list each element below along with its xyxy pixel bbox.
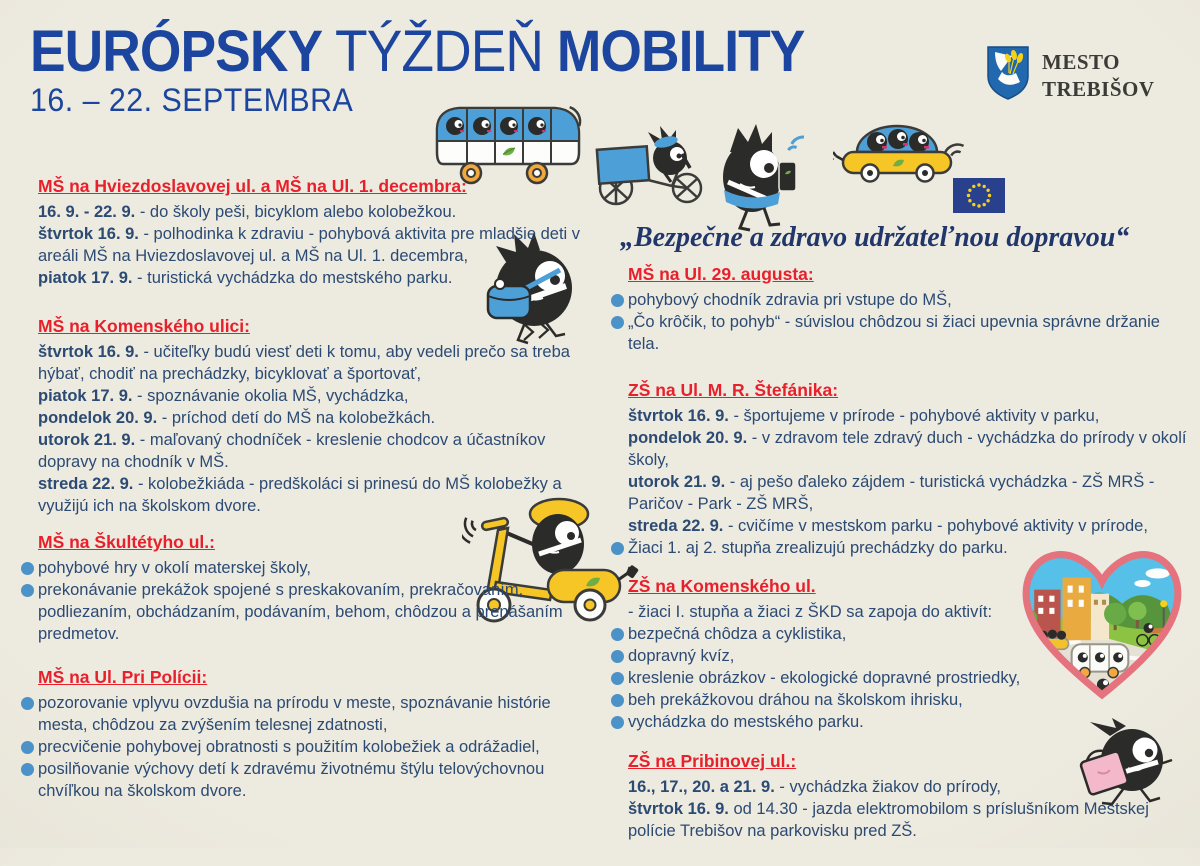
entry-dated (38, 267, 583, 289)
entry-text: kreslenie obrázkov - ekologické dopravné prostriedky, (628, 669, 1021, 687)
entry-text: beh prekážkovou dráhou na školskom ihrisku, (628, 691, 963, 709)
section-heading: ZŠ na Ul. M. R. Štefánika: (628, 380, 839, 400)
entry-text: prekonávanie prekážok spojené s preskakovaním, prekračovaním, podliezaním, obchádzaním, podávaním, behom, chôdzou a prenášaním predmetov. (38, 581, 563, 643)
entry-dated (628, 427, 1188, 471)
bullet-dot-icon (611, 716, 624, 729)
entry-bullet (38, 758, 583, 802)
bullet-dot-icon (21, 584, 34, 597)
section-heading: MŠ na Ul. Pri Polícii: (38, 667, 208, 687)
city-name-line1: MESTO (1042, 49, 1120, 74)
poster-title (30, 20, 804, 84)
campaign-quote: „Bezpečne a zdravo udržateľnou dopravou“ (620, 222, 1130, 253)
entry-dated (38, 201, 583, 223)
entry-text: - aj pešo ďaleko zájdem - turistická vychádzka - ZŠ MRŠ - Paričov - Park - ZŠ MRŠ, (628, 473, 1155, 513)
heart-city-scene-illustration (1016, 536, 1188, 713)
entry-bullet (38, 579, 583, 645)
trebisov-shield-icon (985, 44, 1031, 107)
entry-text: - kolobežkiáda - predškoláci si prinesú do MŠ kolobežky a využijú ich na školskom dvore. (38, 475, 562, 515)
entry-date: streda 22. 9. (38, 475, 134, 493)
entry-text: - turistická vychádzka do mestského parku. (132, 269, 453, 287)
entry-dated (38, 473, 583, 517)
section-heading: ZŠ na Pribinovej ul.: (628, 751, 797, 771)
section-heading: MŠ na Ul. 29. augusta: (628, 264, 814, 284)
section-ms-29-augusta (628, 264, 1188, 355)
entry-date: utorok 21. 9. (628, 473, 726, 491)
entry-text: - príchod detí do MŠ na kolobežkách. (157, 409, 436, 427)
section-ms-komenskeho (38, 316, 583, 517)
entry-text: od 14.30 - jazda elektromobilom s príslušníkom Mestskej polície Trebišov na parkovisku pred ZŠ. (628, 800, 1149, 840)
entry-date: pondelok 20. 9. (628, 429, 748, 447)
entry-date: pondelok 20. 9. (38, 409, 158, 427)
entry-date: piatok 17. 9. (38, 387, 133, 405)
entry-text: pohybový chodník zdravia pri vstupe do MŠ, (628, 291, 952, 309)
city-name (1042, 49, 1155, 103)
entry-text: precvičenie pohybovej obratnosti s použitím kolobežiek a odrážadiel, (38, 738, 540, 756)
section-heading: MŠ na Hviezdoslavovej ul. a MŠ na Ul. 1. decembra: (38, 176, 467, 196)
entry-text: - športujeme v prírode - pohybové aktivity v parku, (728, 407, 1100, 425)
entry-date: 16., 17., 20. a 21. 9. (628, 778, 775, 796)
bullet-dot-icon (611, 294, 624, 307)
entry-text: - maľovaný chodníček - kreslenie chodcov a účastníkov dopravy na chodník v MŠ. (38, 431, 546, 471)
entry-text: - cvičíme v mestskom parku - pohybové aktivity v prírode, (723, 517, 1148, 535)
entry-dated (628, 471, 1188, 515)
bullet-dot-icon (21, 697, 34, 710)
entry-dated (38, 429, 583, 473)
bullet-dot-icon (611, 672, 624, 685)
entry-date: 16. 9. - 22. 9. (38, 203, 136, 221)
entry-dated (38, 341, 583, 385)
entry-date: streda 22. 9. (628, 517, 724, 535)
entry-text: posilňovanie výchovy detí k zdravému životnému štýlu telovýchovnou chvíľkou na školskom dvore. (38, 760, 545, 800)
entry-text: vychádzka do mestského parku. (628, 713, 864, 731)
entry-dated (38, 385, 583, 407)
title-word-tyzden: TÝŽDEŇ (322, 19, 557, 84)
entry-bullet (38, 692, 583, 736)
title-word-mobility: MOBILITY (556, 19, 805, 84)
entry-dated (628, 515, 1188, 537)
cargo-bike-bird-illustration (592, 124, 707, 214)
bullet-dot-icon (611, 628, 624, 641)
section-heading: ZŠ na Komenského ul. (628, 576, 816, 596)
entry-date: štvrtok 16. 9. (628, 407, 729, 425)
entry-date: štvrtok 16. 9. (38, 225, 139, 243)
entry-date: štvrtok 16. 9. (628, 800, 729, 818)
entry-text: - do školy peši, bicyklom alebo kolobežkou. (135, 203, 457, 221)
entry-dated (628, 405, 1188, 427)
entry-bullet (38, 557, 583, 579)
section-heading: MŠ na Škultétyho ul.: (38, 532, 215, 552)
entry-date: piatok 17. 9. (38, 269, 133, 287)
title-word-europsky: EURÓPSKY (30, 19, 323, 84)
entry-dated (38, 407, 583, 429)
entry-bullet (628, 289, 1188, 311)
entry-text: „Čo krôčik, to pohyb“ - súvislou chôdzou si žiaci upevnia správne držanie tela. (628, 313, 1160, 353)
bullet-dot-icon (21, 763, 34, 776)
bullet-dot-icon (611, 542, 624, 555)
bullet-dot-icon (611, 694, 624, 707)
entry-bullet (628, 311, 1188, 355)
section-zs-stefanika (628, 380, 1188, 559)
entry-date: utorok 21. 9. (38, 431, 136, 449)
city-logo (985, 44, 1155, 107)
entry-text: Žiaci 1. aj 2. stupňa zrealizujú prechádzky do parku. (628, 539, 1008, 557)
section-ms-pri-policii (38, 667, 583, 802)
entry-text: bezpečná chôdza a cyklistika, (628, 625, 847, 643)
bullet-dot-icon (21, 741, 34, 754)
section-heading: MŠ na Komenského ulici: (38, 316, 250, 336)
poster-date-range: 16. – 22. SEPTEMBRA (30, 82, 354, 118)
entry-text: - učiteľky budú viesť deti k tomu, aby vedeli prečo sa treba hýbať, chodiť na prechádzky, bicyklovať a športovať, (38, 343, 570, 383)
entry-text: pohybové hry v okolí materskej školy, (38, 559, 311, 577)
running-bird-pink-bag-illustration (1076, 718, 1180, 819)
eu-flag-icon (953, 178, 1005, 218)
entry-text: - polhodinka k zdraviu - pohybová aktivita pre mladšie deti v areáli MŠ na Hviezdoslavovej ul. a MŠ na Ul. 1. decembra, (38, 225, 581, 265)
entry-bullet (38, 736, 583, 758)
left-column (38, 176, 583, 826)
section-ms-skultetyho (38, 532, 583, 645)
entry-text: - žiaci I. stupňa a žiaci z ŠKD sa zapoja do aktivít: (628, 603, 993, 621)
entry-text: dopravný kvíz, (628, 647, 735, 665)
entry-text: - vychádzka žiakov do prírody, (774, 778, 1001, 796)
entry-date: štvrtok 16. 9. (38, 343, 139, 361)
entry-dated (38, 223, 583, 267)
entry-text: - spoznávanie okolia MŠ, vychádzka, (132, 387, 409, 405)
bullet-dot-icon (611, 650, 624, 663)
entry-text: - v zdravom tele zdravý duch - vychádzka do prírody v okolí školy, (628, 429, 1187, 469)
section-ms-hviezdoslavova (38, 176, 583, 289)
electric-car-birds-illustration (833, 104, 968, 193)
entry-text: pozorovanie vplyvu ovzdušia na prírodu v meste, spoznávanie histórie mesta, chôdzou za zvýšením telesnej zdatnosti, (38, 694, 551, 734)
bullet-dot-icon (611, 316, 624, 329)
city-name-line2: TREBIŠOV (1042, 76, 1155, 101)
bullet-dot-icon (21, 562, 34, 575)
